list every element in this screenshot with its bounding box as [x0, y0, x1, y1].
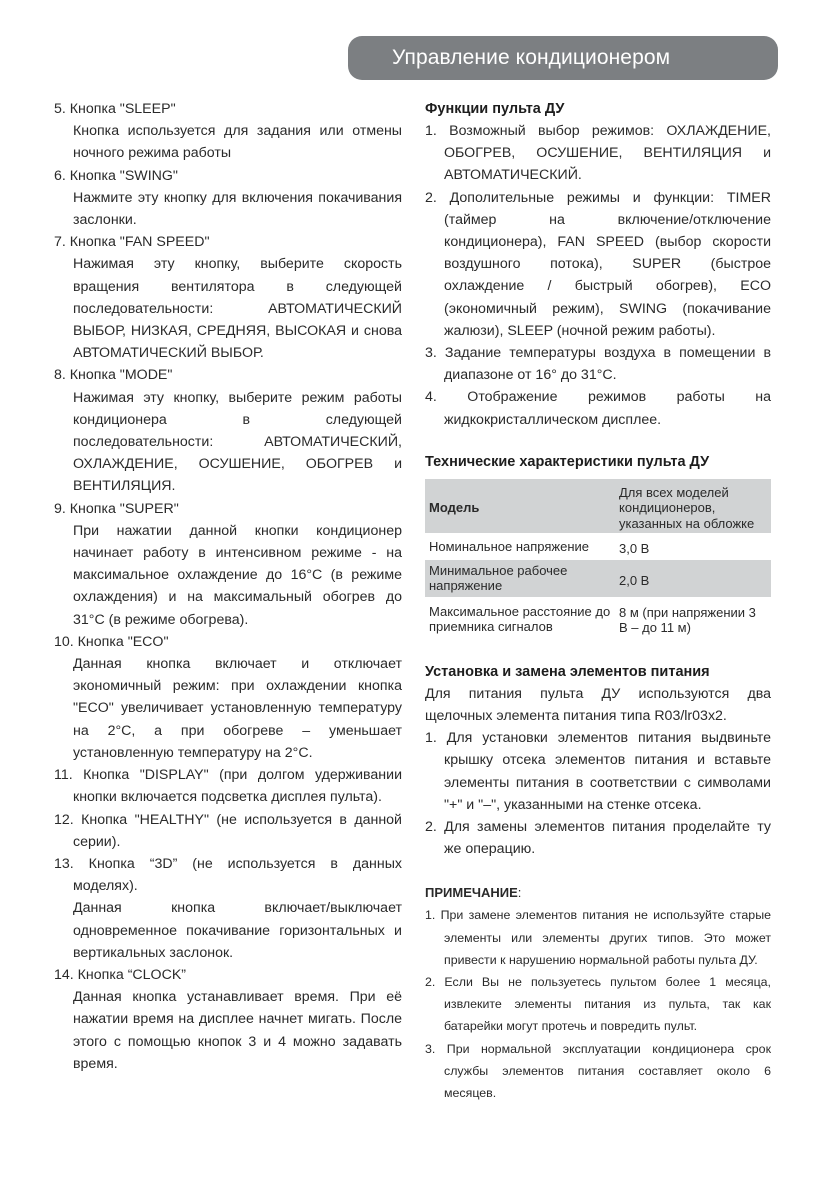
item-heading: 12. Кнопка "HEALTHY" (не используется в данной серии). [54, 811, 402, 850]
button-description-clock [54, 964, 402, 1075]
list-item: 3. Задание температуры воздуха в помещении в диапазоне от 16° до 31°C. [425, 345, 771, 384]
remote-functions-section [425, 98, 771, 431]
item-heading: 5. Кнопка "SLEEP" [54, 101, 176, 117]
item-body: Данная кнопка включает/выключает одновременное покачивание горизонтальных и вертикальных заслонок. [73, 900, 402, 961]
table-row [425, 597, 771, 639]
item-heading: 8. Кнопка "MODE" [54, 367, 173, 384]
section-header-badge [348, 36, 778, 80]
item-heading: 7. Кнопка "FAN SPEED" [54, 234, 210, 251]
item-heading: 14. Кнопка “CLOCK” [54, 966, 187, 983]
item-heading: 13. Кнопка “3D” (не используется в данных моделях). [54, 855, 402, 895]
item-heading: 6. Кнопка "SWING" [54, 167, 178, 184]
note-section [425, 882, 771, 1104]
item-body: Нажимая эту кнопку, выберите режим работы кондиционера в следующей последовательности: АВТОМАТИЧЕСКИЙ, ОХЛАЖДЕНИЕ, ОСУШЕНИЕ, ОБОГРЕВ и ВЕНТИЛЯЦИЯ. [73, 389, 402, 495]
button-description-super [54, 498, 402, 631]
item-body: Данная кнопка включает и отключает экономичный режим: при охлаждении кнопка "ECO" увеличивает установленную температуру на 2°C, а при обогреве – уменьшает установленную температуру на 2°C. [73, 656, 402, 761]
item-heading: 9. Кнопка "SUPER" [54, 500, 179, 517]
batteries-section [425, 661, 771, 861]
table-row [425, 479, 771, 534]
table-cell-label: Модель [425, 479, 615, 534]
list-item: 4. Отображение режимов работы на жидкокристаллическом дисплее. [425, 389, 771, 428]
specs-table [425, 479, 771, 639]
list-item: 2. Для замены элементов питания проделайте ту же операцию. [425, 819, 771, 858]
button-description-healthy [54, 809, 402, 853]
section-heading: Технические характеристики пульта ДУ [425, 453, 710, 470]
list-item: 1. Для установки элементов питания выдвиньте крышку отсека элементов питания и вставьте элементы питания в соответствии с символами "+" и "–", указанными на стенке отсека. [425, 730, 771, 813]
list-item: 1. Возможный выбор режимов: ОХЛАЖДЕНИЕ, ОБОГРЕВ, ОСУШЕНИЕ, ВЕНТИЛЯЦИЯ и АВТОМАТИЧЕСКИЙ. [425, 123, 771, 184]
list-item: 2. Дополительные режимы и функции: TIMER (таймер на включение/отключение кондиционера), FAN SPEED (выбор скорости воздушного потока), SUPER (быстрое охлаждение / быстрый обогрев), ECO (экономичный режим), SWING (покачивание жалюзи), SLEEP (ночной режим работы). [425, 189, 771, 339]
button-description-sleep [54, 98, 402, 165]
table-row [425, 533, 771, 560]
list-item: 1. При замене элементов питания не используйте старые элементы или элементы других типов. Это может привести к нарушению нормальной работы пульта ДУ. [425, 908, 771, 967]
table-cell-label: Минимальное рабочее напряжение [425, 560, 615, 597]
right-column [425, 98, 771, 1104]
item-body: Данная кнопка устанавливает время. При её нажатии время на дисплее начнет мигать. После этого с помощью кнопок 3 и 4 можно задавать время. [73, 989, 402, 1072]
button-description-display [54, 764, 402, 808]
table-cell-label: Номинальное напряжение [429, 538, 590, 554]
table-cell-value: 2,0 В [615, 560, 771, 597]
table-row [425, 560, 771, 597]
section-title: Управление кондиционером [392, 46, 671, 69]
section-heading: Установка и замена элементов питания [425, 663, 710, 680]
batteries-intro: Для питания пульта ДУ используются два щелочных элемента питания типа R03/lr03x2. [425, 685, 771, 725]
button-description-eco [54, 631, 402, 764]
specs-section [425, 451, 771, 639]
button-description-swing [54, 165, 402, 232]
button-description-mode [54, 364, 402, 497]
item-body: Кнопка используется для задания или отмены ночного режима работы [73, 123, 402, 162]
table-cell-value: 8 м (при напряжении 3 В – до 11 м) [619, 604, 756, 636]
button-description-fan-speed [54, 231, 402, 364]
note-title-suffix: : [517, 885, 522, 901]
list-item: 2. Если Вы не пользуетесь пультом более 1 месяца, извлеките элементы питания из пульта, так как батарейки могут протечь и повредить пульт. [425, 975, 771, 1034]
item-heading: 11. Кнопка "DISPLAY" (при долгом удерживании кнопки включается подсветка дисплея пульта). [54, 767, 402, 806]
left-column [54, 98, 402, 1075]
item-body: Нажмите эту кнопку для включения покачивания заслонки. [73, 189, 402, 229]
note-title: ПРИМЕЧАНИЕ [425, 885, 518, 901]
table-cell-value: 3,0 В [619, 541, 650, 557]
table-cell-value: Для всех моделей кондиционеров, указанных на обложке [615, 479, 771, 534]
note-heading [425, 882, 771, 904]
item-heading: 10. Кнопка "ECO" [54, 633, 169, 650]
item-body: При нажатии данной кнопки кондиционер начинает работу в интенсивном режиме - на максимальное охлаждение до 16°C (в режиме охлаждения) и на максимальный обогрев до 31°C (в режиме обогрева). [73, 522, 402, 628]
list-item: 3. При нормальной эксплуатации кондиционера срок службы элементов питания составляет около 6 месяцев. [425, 1041, 771, 1101]
button-description-3d [54, 853, 402, 964]
section-heading: Функции пульта ДУ [425, 101, 565, 117]
table-cell-label: Максимальное расстояние до приемника сигналов [429, 603, 611, 635]
item-body: Нажимая эту кнопку, выберите скорость вращения вентилятора в следующей последовательности: АВТОМАТИЧЕСКИЙ ВЫБОР, НИЗКАЯ, СРЕДНЯЯ, ВЫСОКАЯ и снова АВТОМАТИЧЕСКИЙ ВЫБОР. [73, 256, 402, 362]
